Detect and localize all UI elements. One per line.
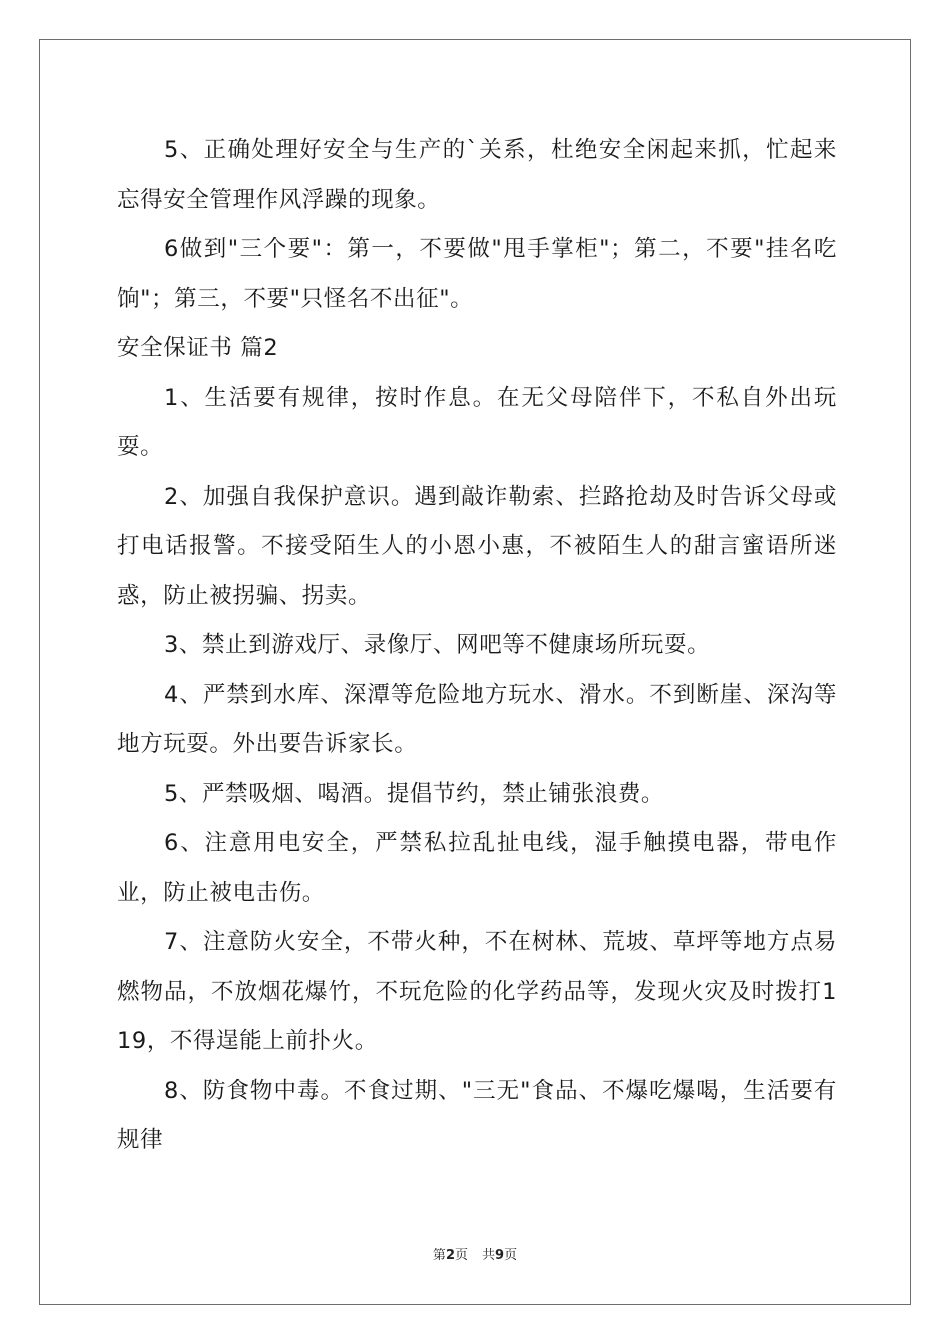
- page-footer: [0, 1246, 950, 1266]
- page-suffix: 页: [454, 1248, 468, 1263]
- paragraph-5: 5、正确处理好安全与生产的`关系，杜绝安全闲起来抓，忙起来忘得安全管理作风浮躁的现象。: [117, 137, 837, 213]
- current-page: 2: [445, 1248, 455, 1263]
- list-item: 5、严禁吸烟、喝酒。提倡节约，禁止铺张浪费。: [164, 780, 665, 807]
- list-item: 4、严禁到水库、深潭等危险地方玩水、滑水。不到断崖、深沟等地方玩耍。外出要告诉家长。: [117, 681, 837, 757]
- list-item: 1、生活要有规律，按时作息。在无父母陪伴下，不私自外出玩耍。: [117, 384, 837, 460]
- section-heading: 安全保证书 篇2: [117, 335, 279, 361]
- paragraph-6: 6做到"三个要"：第一，不要做"甩手掌柜"；第二，不要"挂名吃饷"；第三，不要"只怪名不出征"。: [117, 236, 837, 312]
- page-number: [433, 1246, 468, 1266]
- list-item: 7、注意防火安全，不带火种，不在树林、荒坡、草坪等地方点易燃物品，不放烟花爆竹，不玩危险的化学药品等，发现火灾及时拨打119，不得逞能上前扑火。: [117, 929, 837, 1054]
- total-pages: 9: [495, 1248, 505, 1263]
- list-item: 2、加强自我保护意识。遇到敲诈勒索、拦路抢劫及时告诉父母或打电话报警。不接受陌生人的小恩小惠，不被陌生人的甜言蜜语所迷惑，防止被拐骗、拐卖。: [117, 483, 837, 609]
- document-body: [117, 126, 837, 1166]
- list-item: 3、禁止到游戏厅、录像厅、网吧等不健康场所玩耍。: [164, 632, 711, 658]
- list-item: 6、注意用电安全，严禁私拉乱扯电线，湿手触摸电器，带电作业，防止被电击伤。: [117, 830, 837, 906]
- list-item: 8、防食物中毒。不食过期、"三无"食品、不爆吃爆喝，生活要有规律: [117, 1077, 837, 1153]
- page-total: [482, 1246, 517, 1266]
- total-prefix: 共: [482, 1248, 496, 1263]
- total-suffix: 页: [504, 1248, 518, 1263]
- page-prefix: 第: [432, 1248, 446, 1263]
